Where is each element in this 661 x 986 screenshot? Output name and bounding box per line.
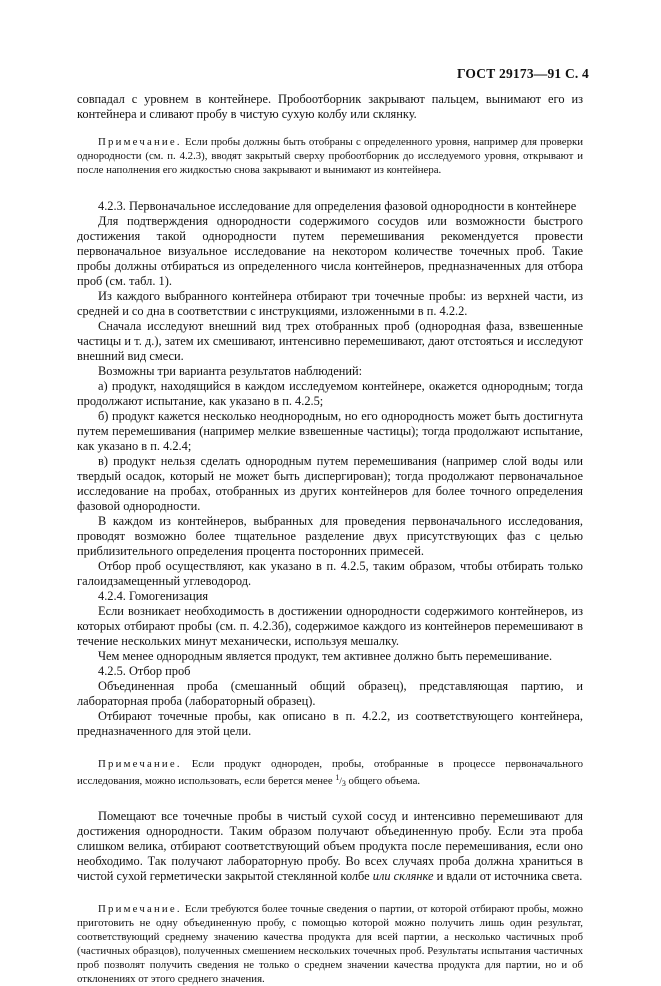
list-item-c: в) продукт нельзя сделать однородным путем перемешивания (например слой воды или твердый осадок, который не может быть диспергирован); тогда продолжают первоначальное исследование на пробах, отобранных из других контейнеров для более точного определения фазовой однородности.: [77, 454, 583, 513]
paragraph: Объединенная проба (смешанный общий образец), представляющая партию, и лабораторная проба (лабораторный образец).: [77, 679, 583, 708]
note-1: [77, 135, 583, 177]
note-text: Если пробы должны быть отобраны с определенного уровня, например для проверки однородности (см. п. 4.2.3), вводят закрытый сверху пробоотборник до исследуемого уровня, открывают и после наполнения его жидкостью снова закрывают и вынимают из контейнера.: [77, 136, 583, 176]
section-heading-4-2-3: 4.2.3. Первоначальное исследование для определения фазовой однородности в контейнере: [98, 199, 577, 213]
paragraph: Для подтверждения однородности содержимого сосудов или возможности быстрого достижения такой однородности путем перемешивания рекомендуется провести первоначальное визуальное исследование на некотором количестве точечных проб. Такие пробы должны отбираться из определенного числа контейнеров, предназначенных для отбора проб (см. табл. 1).: [77, 214, 583, 288]
paragraph: Возможны три варианта результатов наблюдений:: [98, 364, 363, 378]
page-content: [77, 92, 583, 986]
paragraph: Из каждого выбранного контейнера отбирают три точечные пробы: из верхней части, из средней и со дна в соответствии с инструкциями, изложенными в п. 4.2.2.: [77, 289, 583, 318]
note-label: Примечание.: [98, 136, 182, 148]
paragraph: В каждом из контейнеров, выбранных для проведения первоначального исследования, проводят возможно более тщательное разделение двух присутствующих фаз с целью приблизительного определения процента посторонних примесей.: [77, 514, 583, 558]
note-label: Примечание.: [98, 903, 182, 915]
section-heading-4-2-4: 4.2.4. Гомогенизация: [98, 589, 209, 603]
italic-text: или склянке: [372, 869, 434, 883]
note-text: Если продукт однороден, пробы, отобранные в процессе первоначального исследования, можно использовать, если берется менее: [77, 758, 583, 787]
section-heading-4-2-5: 4.2.5. Отбор проб: [98, 664, 191, 678]
paragraph: Чем менее однородным является продукт, тем активнее должно быть перемешивание.: [98, 649, 553, 663]
paragraph: Отбирают точечные пробы, как описано в п. 4.2.2, из соответствующего контейнера, предназначенного для этой цели.: [77, 709, 583, 738]
paragraph: Если возникает необходимость в достижении однородности содержимого контейнеров, из которых отбирают пробы (см. п. 4.2.3б), содержимое каждого из контейнеров перемешивают в течение нескольких минут механически, используя мешалку.: [77, 604, 583, 648]
note-text: общего объема.: [345, 775, 421, 787]
note-2: [77, 757, 583, 791]
paragraph: Отбор проб осуществляют, как указано в п. 4.2.5, таким образом, чтобы отбирать только галоидзамещенный углеводород.: [77, 559, 583, 588]
paragraph-continuation: совпадал с уровнем в контейнере. Пробоотборник закрывают пальцем, вынимают его из контейнера и сливают пробу в чистую сухую колбу или склянку.: [77, 92, 583, 121]
fraction: 1/3: [335, 773, 346, 788]
note-3: [77, 902, 583, 986]
list-item-b: б) продукт кажется несколько неоднородным, но его однородность может быть достигнута путем перемешивания (например мелкие взвешенные частицы); тогда продолжают испытание, как указано в п. 4.2.4;: [77, 409, 583, 453]
list-item-a: а) продукт, находящийся в каждом исследуемом контейнере, окажется однородным; тогда продолжают испытание, как указано в п. 4.2.5;: [77, 379, 583, 408]
paragraph: Помещают все точечные пробы в чистый сухой сосуд и интенсивно перемешивают для достижения однородности. Таким образом получают объединенную пробу. Если эта проба слишком велика, отбирают соответствующий объем продукта после перемешивания, если оно необходимо. Так получают лабораторную пробу. Во всех случаях проба должна храниться в чистой сухой герметически закрытой стеклянной колбе или склянке и вдали от источника света.: [77, 809, 583, 883]
paragraph: Сначала исследуют внешний вид трех отобранных проб (однородная фаза, взвешенные частицы и т. д.), затем их смешивают, интенсивно перемешивают, дают отстояться и исследуют внешний вид смеси.: [77, 319, 583, 363]
note-text: Если требуются более точные сведения о партии, от которой отбирают пробы, можно приготовить не одну объединенную пробу, с помощью которой можно получить лишь один результат, соответствующий среднему значению качества продукта для всей партии, а несколько частичных проб (частичных образцов), полученных смешением нескольких точечных проб. Результаты испытания частичных проб позволят получить сведения не только о среднем значении качества продукта для партии, но и об отклонениях от этого среднего значения.: [77, 903, 583, 985]
note-label: Примечание.: [98, 758, 182, 770]
page-header: ГОСТ 29173—91 С. 4: [456, 66, 589, 81]
